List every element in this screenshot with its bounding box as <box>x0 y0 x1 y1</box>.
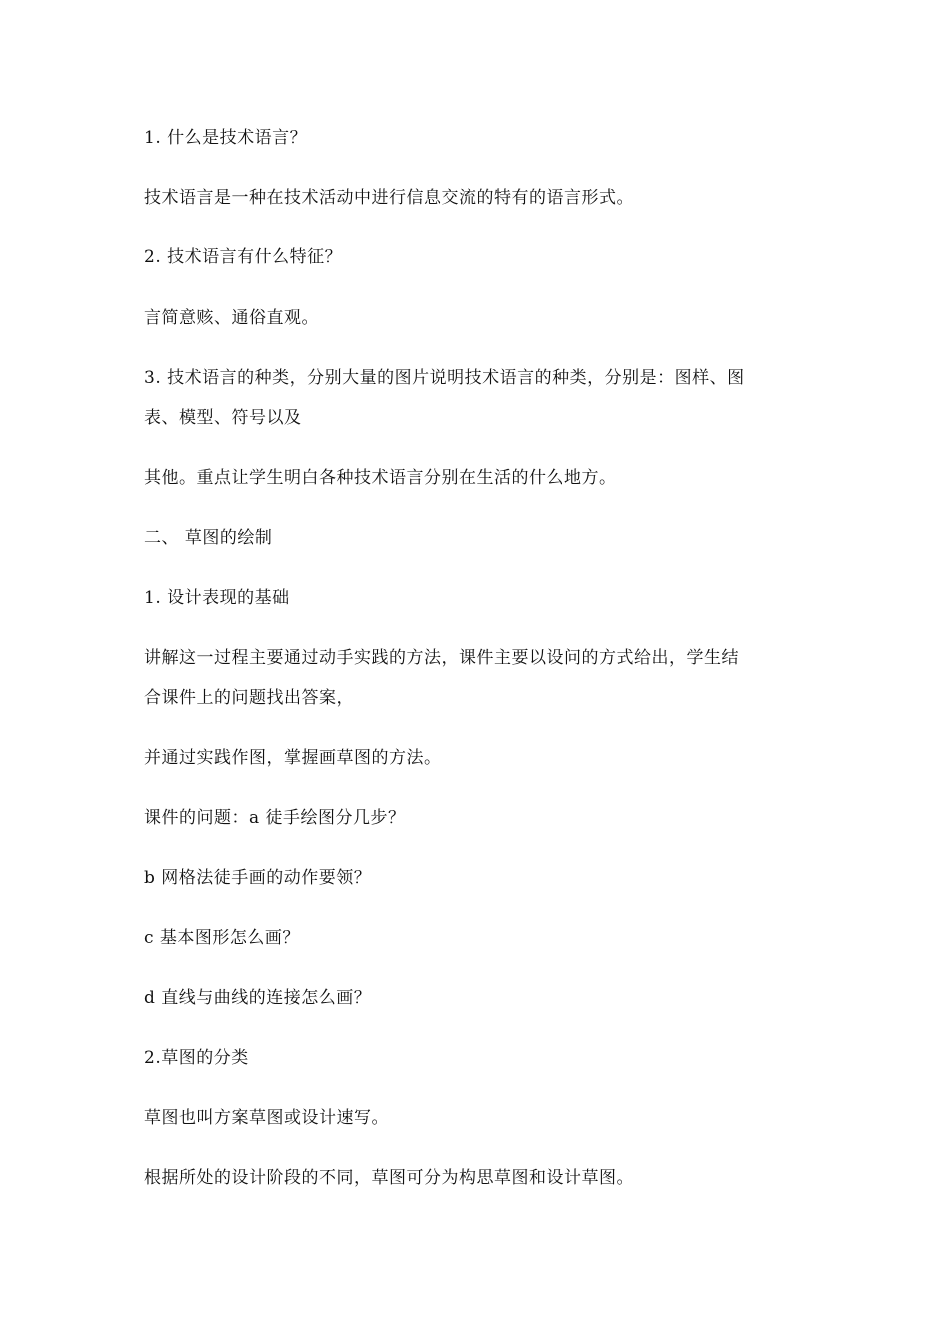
explanation-line-2: 合课件上的问题找出答案， <box>144 688 354 708</box>
subsection-1-heading: 1. 设计表现的基础 <box>144 588 290 608</box>
explanation-line-1: 讲解这一过程主要通过动手实践的方法，课件主要以设问的方式给出，学生结 <box>144 648 739 668</box>
answer-1-text: 技术语言是一种在技术活动中进行信息交流的特有的语言形式。 <box>144 188 634 208</box>
courseware-question-d: d 直线与曲线的连接怎么画？ <box>144 988 372 1008</box>
item-3-text-line-2: 表、模型、符号以及 <box>144 408 302 428</box>
answer-2-text: 言简意赅、通俗直观。 <box>144 308 319 328</box>
item-3-text-line-1: 3. 技术语言的种类，分别大量的图片说明技术语言的种类，分别是：图样、图 <box>144 368 745 388</box>
item-3-continuation: 其他。重点让学生明白各种技术语言分别在生活的什么地方。 <box>144 468 617 488</box>
practice-text: 并通过实践作图，掌握画草图的方法。 <box>144 748 442 768</box>
subsection-2-heading: 2.草图的分类 <box>144 1048 249 1068</box>
courseware-question-b: b 网格法徒手画的动作要领？ <box>144 868 372 888</box>
courseware-question-c: c 基本图形怎么画？ <box>144 928 300 948</box>
question-1-heading: 1. 什么是技术语言？ <box>144 128 308 148</box>
section-2-heading: 二、 草图的绘制 <box>144 528 273 548</box>
question-2-heading: 2. 技术语言有什么特征？ <box>144 247 343 267</box>
sketch-classification-text: 根据所处的设计阶段的不同，草图可分为构思草图和设计草图。 <box>144 1168 634 1188</box>
courseware-question-a: 课件的问题：a 徒手绘图分几步？ <box>144 808 406 828</box>
sketch-definition-text: 草图也叫方案草图或设计速写。 <box>144 1108 389 1128</box>
